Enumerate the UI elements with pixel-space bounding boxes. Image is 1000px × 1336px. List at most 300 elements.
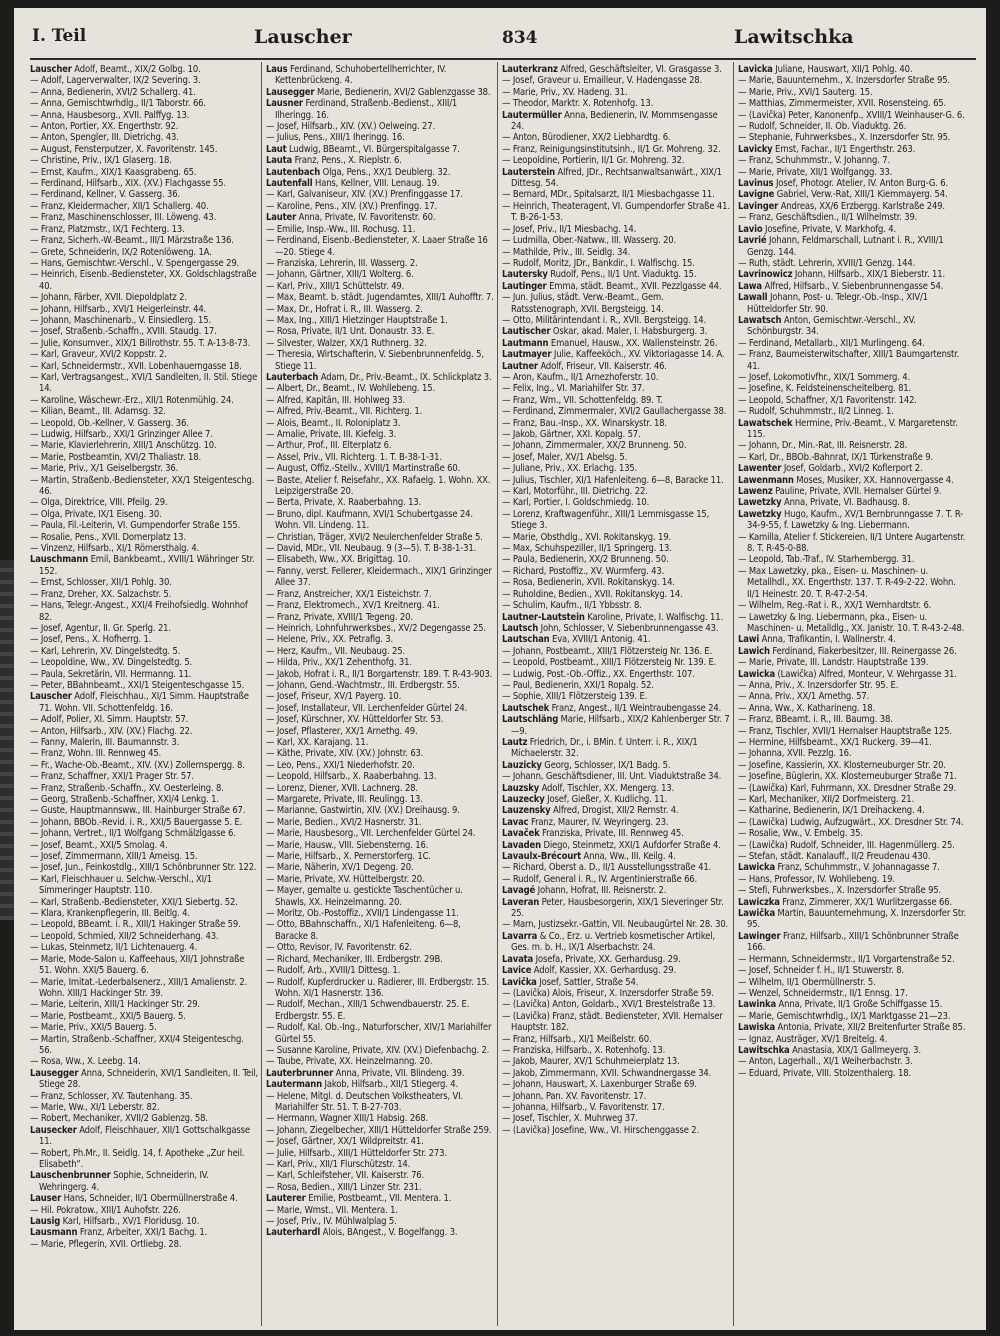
directory-entry: Lawatschek Hermine, Priv.-Beamt., V. Margaretenstr. 115.	[738, 417, 958, 440]
directory-entry: Lautschek Franz, Angest., II/1 Weintraubengasse 24.	[502, 702, 722, 714]
directory-entry: — Bernard, MDr., Spitalsarzt, II/1 Miesbachgasse 11.	[502, 189, 715, 201]
directory-entry: — Josefine, Kassierin, XX. Klosterneuburger Str. 20.	[738, 759, 946, 771]
directory-entry: — Johann, Zimmermaler, XX/2 Brunneng. 50.	[502, 440, 687, 452]
directory-entry: — Rudolf, Moritz, JDr., Bankdir., I. Walfischg. 15.	[502, 257, 695, 269]
directory-entry: — Amalie, Private, III. Kiefelg. 3.	[266, 429, 397, 440]
directory-entry: — Katharine, Bedienerin, IX/1 Dreihackeng. 4.	[738, 805, 925, 817]
directory-entry: Lawich Ferdinand, Fiakerbesitzer, III. Reinergasse 26.	[738, 645, 957, 657]
directory-entry: — Wilhelm, Reg.-Rat i. R., XX/1 Wernhardtstr. 6.	[738, 600, 932, 612]
directory-entry: — Moritz, Ob.-Postoffiz., XVII/1 Lindengasse 11.	[266, 908, 459, 920]
directory-entry: — Grete, Schneiderin, IX/2 Rotenlöweng. 1A.	[30, 246, 212, 258]
first-headword: Lauscher	[254, 26, 352, 48]
directory-entry: — Franz, Wm., VII. Schottenfeldg. 89. T.	[502, 394, 663, 406]
directory-entry: — Jakob, Hofrat i. R., II/1 Borgartenstr. 189. T. R-43-903.	[266, 668, 493, 680]
directory-entry: — Johann, Pan. XV. Favoritenstr. 17.	[502, 1090, 647, 1102]
directory-entry: Lavrinowicz Johann, Hilfsarb., XIX/1 Bieberstr. 11.	[738, 269, 945, 281]
directory-entry: — Ruholdine, Bedien., XVII. Rokitanskyg. 14.	[502, 588, 683, 600]
directory-entry: Lausegger Marie, Bedienerin, XVI/2 Gablenzgasse 38.	[266, 86, 491, 98]
directory-entry: — Josef, Zimmermann, XIII/1 Ameisg. 15.	[30, 851, 198, 863]
directory-entry: — Marie, Klavierlehrerin, XIII/1 Anschützg. 10.	[30, 440, 217, 452]
directory-entry: — (Lavička) Anton, Goldarb., XVI/1 Brestelstraße 13.	[502, 999, 716, 1011]
directory-entry: — Hil. Pokratow., XIII/1 Auhofstr. 226.	[30, 1204, 181, 1216]
directory-entry: — Lorenz, Kraftwagenführ., XIII/1 Lemmisgasse 15, Stiege 3.	[502, 508, 710, 532]
column-divider	[733, 62, 734, 1326]
directory-entry: Lausegger Anna, Schneiderin, XVI/1 Sandleiten, II. Teil, Stiege 28.	[30, 1067, 258, 1091]
directory-entry: — Paula, Sekretärin, VII. Hermanng. 11.	[30, 668, 192, 680]
directory-entry: — Franz, BBeamt. i. R., III. Baumg. 38.	[738, 714, 893, 726]
directory-entry: — Alfred, Kapitän, III. Hohlweg 33.	[266, 394, 406, 406]
directory-entry: — Johann, Hauswart, X. Laxenburger Straße 69.	[502, 1079, 697, 1091]
column-1	[30, 64, 258, 1326]
directory-entry: — Johann, Hilfsarb., XVI/1 Heigerleinstr. 44.	[30, 303, 207, 315]
directory-entry: — Heinrich, Theateragent, VI. Gumpendorfer Straße 41. T. B-26-1-53.	[502, 200, 730, 224]
directory-entry: — Käthe, Private, XIV. (XV.) Johnstr. 63.	[266, 748, 424, 760]
directory-entry: — Marie, Ww., XI/1 Leberstr. 82.	[30, 1101, 160, 1113]
directory-entry: — Franz, Tischler, XVII/1 Hernalser Hauptstraße 125.	[738, 725, 952, 737]
directory-entry: — Helene, Priv., XX. Petraflg. 3.	[266, 634, 394, 646]
directory-entry: Lavinger Andreas, XX/6 Erzbergg. Karlstraße 249.	[738, 200, 945, 212]
directory-entry: — Alois, Beamt., II. Roloniplatz 3.	[266, 417, 401, 429]
directory-entry: Lawicka (Lawička) Alfred, Monteur, V. Wehrgasse 31.	[738, 668, 957, 680]
directory-entry: Lautmann Emanuel, Hausw., XX. Wallensteinstr. 26.	[502, 337, 718, 349]
directory-entry: — (Lavička) Peter, Kanonenfp., XVIII/1 Weinhauser-G. 6.	[738, 109, 965, 121]
directory-entry: Lautschläng Marie, Hilfsarb., XIX/2 Kahlenberger Str. 7—9.	[502, 714, 730, 737]
directory-entry: — Wenzel, Schneidermstr., II/1 Ennsg. 17.	[738, 987, 908, 999]
directory-entry: — Rosalie, Ww., V. Embelg. 35.	[738, 828, 863, 840]
directory-entry: Lavagé Johann, Hofrat, III. Reisnerstr. 2.	[502, 885, 667, 897]
directory-entry: — Richard, Mechaniker, III. Erdbergstr. 29B.	[266, 953, 443, 965]
directory-entry: — Silvester, Walzer, XX/1 Ruthnerg. 32.	[266, 337, 427, 349]
directory-entry: — Franz, Schuhmmstr., V. Johanng. 7.	[738, 155, 890, 167]
directory-entry: — August, Fensterputzer, X. Favoritenstr. 145.	[30, 143, 218, 155]
directory-entry: — Max, Dr., Hofrat i. R., III. Wasserg. 2.	[266, 303, 423, 315]
directory-entry: — Anna, Hausbesorg., XVII. Palffyg. 13.	[30, 109, 190, 121]
directory-entry: — Stephanie, Fuhrwerksbes., X. Inzersdorfer Str. 95.	[738, 132, 951, 144]
directory-entry: — Hilda, Priv., XX/1 Zehenthofg. 31.	[266, 657, 412, 669]
directory-entry: Laveran Peter, Hausbesorgerin, XIX/1 Sieveringer Str. 25.	[502, 896, 724, 920]
column-divider	[261, 62, 262, 1326]
directory-entry: — Julie, Hilfsarb., XIII/1 Hütteldorfer Str. 273.	[266, 1147, 447, 1159]
directory-entry: — Karl, Galvaniseur, XIV. (XV.) Prenfinggasse 17.	[266, 189, 463, 201]
directory-entry: — Martin, Straßenb.-Bediensteter, XX/1 Steigenteschg. 46.	[30, 474, 255, 498]
directory-entry: Lawi Anna, Trafikantin, I. Wallnerstr. 4.	[738, 634, 896, 646]
directory-entry: — Theodor, Marktr. X. Rotenhofg. 13.	[502, 98, 654, 110]
directory-entry: — Leopold, Schmied, XII/2 Schneiderhang. 43.	[30, 930, 219, 942]
directory-entry: — Rudolf, Schuhmmstr., II/2 Linneg. 1.	[738, 406, 894, 418]
directory-entry: — Fr., Wache-Ob.-Beamt., XIV. (XV.) Zollernspergg. 8.	[30, 759, 245, 771]
directory-entry: — Berta, Private, X. Raaberbahng. 13.	[266, 497, 422, 509]
directory-entry: — Anton, Hilfsarb., XIV. (XV.) Flachg. 22.	[30, 725, 193, 737]
directory-entry: Lawicka Franz, Schuhmmstr., V. Johannagasse 7.	[738, 862, 940, 874]
directory-entry: Lawall Johann, Post- u. Telegr.-Ob.-Insp., XIV/1 Hütteldorfer Str. 90.	[738, 292, 928, 315]
directory-entry: — (Lawička) Ludwig, Aufzugwärt., XX. Dresdner Str. 74.	[738, 816, 964, 828]
directory-entry: — Mayer, gemalte u. gestickte Taschentücher u. Shawls, XX. Heinzelmanng. 20.	[266, 885, 463, 908]
directory-entry: Lauter Anna, Private, IV. Favoritenstr. 60.	[266, 212, 436, 224]
directory-entry: — Marie, Leiterin, XIII/1 Hackinger Str. 29.	[30, 999, 200, 1011]
directory-entry: — Arthur, Prof., III. Elterplatz 6.	[266, 440, 392, 452]
directory-entry: — Josef, Straßenb.-Schaffn., XVIII. Staudg. 17.	[30, 326, 217, 338]
directory-entry: — Franziska, Lehrerin, III. Wasserg. 2.	[266, 257, 418, 269]
directory-entry: — Karl, Schneidermstr., XVII. Lobenhauerngasse 18.	[30, 360, 242, 372]
directory-entry: — Franz, Baumeisterwitschafter, XIII/1 Baumgartenstr. 41.	[738, 349, 960, 372]
directory-entry: Lautmayer Julie, Kaffeeköch., XV. Viktoriagasse 14. A.	[502, 349, 725, 361]
directory-entry: — Olga, Private, IX/1 Eiseng. 30.	[30, 508, 162, 520]
directory-entry: — Karl, Priv., XII/1 Flurschützstr. 14.	[266, 1159, 411, 1170]
directory-entry: — Josef, Priv., IV. Mühlwalplag 5.	[266, 1216, 397, 1228]
directory-entry: — Ferdinand, Kellner, V. Gasserg. 36.	[30, 189, 180, 201]
directory-entry: — Klara, Krankenpflegerin, III. Beitlg. 4.	[30, 908, 190, 920]
directory-entry: — Hans, Professor, IV. Wohllebeng. 19.	[738, 873, 895, 885]
header-rule	[30, 58, 976, 60]
directory-entry: — Robert, Ph.Mr., II. Seidlg. 14, f. Apotheke „Zur heil. Elisabeth“.	[30, 1147, 245, 1170]
directory-entry: Lautz Friedrich, Dr., i. BMin. f. Unterr. i. R., XIX/1 Michaelerstr. 32.	[502, 736, 698, 760]
directory-entry: — Josef, Pens., X. Hofherrg. 1.	[30, 634, 152, 646]
directory-entry: — Marie, Priv., XXI/5 Bauerg. 5.	[30, 1022, 157, 1034]
directory-entry: — Rosa, Bedienerin, XVII. Rokitanskyg. 14.	[502, 577, 675, 589]
directory-entry: — Elisabeth, Ww., XX. Brigittag. 10.	[266, 554, 411, 566]
directory-entry: Lauterer Emilie, Postbeamt., VII. Mentera. 1.	[266, 1193, 452, 1205]
directory-entry: — Marie, Postbeamtin, XVI/2 Thaliastr. 18.	[30, 451, 202, 463]
directory-entry: Lauser Hans, Schneider, II/1 Obermüllnerstraße 4.	[30, 1193, 238, 1205]
directory-entry: — Rosa, Ww., X. Leebg. 14.	[30, 1056, 141, 1068]
directory-entry: Lavigne Gabriel, Verw.-Rat, XIII/1 Kiemmayerg. 54.	[738, 189, 948, 201]
directory-entry: Lavice Adolf, Kassier, XX. Gerhardusg. 29.	[502, 965, 676, 977]
directory-entry: Lauzsky Adolf, Tischler, XX. Mengerg. 13.	[502, 782, 675, 794]
directory-entry: — Marie, Private, XII/1 Wolfgangg. 33.	[738, 166, 893, 178]
directory-entry: — Johann, Gärtner, XIII/1 Wolterg. 6.	[266, 269, 414, 281]
directory-entry: Lautner Adolf, Friseur, VII. Kaiserstr. 46.	[502, 360, 667, 372]
directory-entry: — Karoline, Pens., XIV. (XV.) Prenfingg. 17.	[266, 200, 438, 212]
directory-entry: — Stefan, städt. Kanalauff., II/2 Freudenau 430.	[738, 851, 931, 863]
directory-entry: — Josef, Pflasterer, XX/1 Arnethg. 49.	[266, 725, 418, 737]
directory-entry: — Josef, Friseur, XV/1 Payerg. 10.	[266, 691, 402, 703]
directory-entry: — Karl, Portier, I. Goldschmiedg. 10.	[502, 497, 650, 509]
directory-entry: — Karl, Schleifsteher, VII. Kaiserstr. 76.	[266, 1170, 425, 1182]
directory-entry: — Franz, Straßenb.-Schaffn., XV. Oesterleing. 8.	[30, 782, 224, 794]
directory-entry: Lawetzky Anna, Private, VI. Badhausg. 8.	[738, 497, 910, 509]
directory-entry: — Max Lawetzky, pka., Eisen- u. Maschinen- u. Metallhdl., XX. Engerthstr. 137. T. R-49-2-22. Wohn. II/1 Heinestr. 20. T. R-47-2-54.	[738, 565, 956, 600]
directory-entry: — Paula, Bedienerin, XX/2 Brunneng. 50.	[502, 554, 669, 566]
directory-entry: Lautermüller Anna, Bedienerin, IV. Mommsengasse 24.	[502, 109, 718, 133]
directory-entry: — Franz, Schlosser, XV. Tautenhang. 35.	[30, 1090, 193, 1102]
directory-entry: — Baste, Atelier f. Reisefahr., XX. Rafaelg. 1. Wohn. XX. Leipzigerstraße 20.	[266, 474, 491, 498]
directory-entry: — (Lawička) Karl, Fuhrmann, XX. Dresdner Straße 29.	[738, 782, 956, 794]
directory-entry: Laut Ludwig, BBeamt., VI. Bürgerspitalgasse 7.	[266, 143, 460, 155]
directory-entry: — Hermine, Hilfsbeamt., XX/1 Ruckerg. 39—41.	[738, 736, 932, 748]
directory-entry: Lavaček Franziska, Private, III. Rennweg 45.	[502, 828, 684, 840]
directory-entry: — Franz, Dreher, XX. Salzachstr. 5.	[30, 588, 172, 600]
directory-entry: Lauschmann Emil, Bankbeamt., XVIII/1 Währinger Str. 152.	[30, 554, 255, 577]
directory-entry: — Lukas, Steinmetz, II/1 Lichtenauerg. 4.	[30, 942, 198, 954]
directory-entry: — Julius, Pens., XIII/1 Iheringg. 16.	[266, 132, 405, 144]
directory-entry: Lautsch John, Schlosser, V. Siebenbrunnengasse 43.	[502, 622, 719, 634]
directory-entry: — Martin, Straßenb.-Schaffner, XXI/4 Steigenteschg. 56.	[30, 1033, 244, 1056]
directory-entry: — Alfred, Priv.-Beamt., VII. Richterg. 1.	[266, 406, 423, 418]
directory-entry: Lawenter Josef, Goldarb., XVI/2 Koflerport 2.	[738, 463, 923, 475]
page-number: 834	[502, 28, 538, 48]
directory-entry: — Rosa, Bedien., XIII/1 Linzer Str. 231.	[266, 1181, 422, 1193]
directory-entry: — Richard, Postoffiz., XV. Wurmferg. 43.	[502, 565, 665, 577]
directory-entry: — Anton, Portier, XX. Engerthstr. 92.	[30, 121, 179, 133]
directory-entry: — Franz, Elektromech., XV/1 Kreitnerg. 41.	[266, 600, 440, 612]
directory-entry: — Karl, Fleischhauer u. Selchw.-Verschl., XI/1 Simmeringer Hauptstr. 110.	[30, 873, 212, 897]
directory-entry: — Marn, Justizsekr.-Gattin, VII. Neubaugürtel Nr. 28. 30.	[502, 919, 729, 931]
directory-entry: — Leopold, Postbeamt., XIII/1 Flötzersteig Nr. 139. E.	[502, 657, 717, 669]
directory-entry: — Rudolf, Kupferdrucker u. Radierer, III. Erdbergstr. 15. Wohn. XI/1 Hasnerstr. 136.	[266, 976, 490, 999]
directory-entry: Lawetzky Hugo, Kaufm., XV/1 Bernbrunngasse 7. T. R-34-9-55, f. Lawetzky & Ing. Liebermann.	[738, 508, 964, 532]
directory-entry: Lauschenbrunner Sophie, Schneiderin, IV. Wehringerg. 4.	[30, 1170, 209, 1193]
directory-entry: Lawiczka Franz, Zimmerer, XX/1 Wurlitzergasse 66.	[738, 896, 952, 908]
directory-entry: Lauscher Adolf, Beamt., XIX/2 Golbg. 10.	[30, 64, 201, 75]
directory-entry: — Franziska, Hilfsarb., X. Rotenhofg. 13.	[502, 1044, 666, 1056]
directory-entry: — Karl, XX. Karajang. 11.	[266, 736, 369, 748]
directory-entry: Lausig Karl, Hilfsarb., XV/1 Floridusg. 10.	[30, 1216, 200, 1228]
directory-entry: — Rudolf, General i. R., IV. Argentinierstraße 66.	[502, 873, 698, 885]
directory-entry: — Leopold, BBeamt. i. R., XIII/1 Hakinger Straße 59.	[30, 919, 241, 931]
directory-entry: — Marie, Hausbesorg., VII. Lerchenfelder Gürtel 24.	[266, 828, 476, 840]
directory-entry: — Rudolf, Mechan., XIII/1 Schwendbauerstr. 25. E. Erdbergstr. 55. E.	[266, 999, 470, 1022]
directory-entry: — Marie, Bedien., XVI/2 Hasnerstr. 31.	[266, 816, 422, 828]
directory-entry: — Wilhelm, II/1 Obermüllnerstr. 5.	[738, 976, 876, 988]
directory-entry: — Lawetzky & Ing. Liebermann, pka., Eisen- u. Maschinen- u. Metalldlg., XX. Janistr. 10. T. R-43-2-48.	[738, 611, 965, 634]
directory-entry: Laus Ferdinand, Schuhobertellherrichter, IV. Kettenbrückeng. 4.	[266, 64, 447, 87]
directory-entry: — Franz, Kleidermacher, XII/1 Schallerg. 40.	[30, 200, 209, 212]
directory-entry: — Johann, Postbeamt., XIII/1 Flötzersteig Nr. 136. E.	[502, 645, 713, 657]
directory-entry: — Robert, Mechaniker, XVII/2 Gablenzg. 58.	[30, 1113, 208, 1125]
directory-entry: — Johann, Maschinenarb., V. Einsiedlerg. 15.	[30, 314, 211, 326]
directory-entry: Lauzicky Georg, Schlosser, IX/1 Badg. 5.	[502, 759, 671, 771]
directory-entry: — Taube, Private, XX. Heinzelmanng. 20.	[266, 1056, 433, 1068]
directory-entry: — Franz, Sicherh.-W.-Beamt., III/1 Märzstraße 136.	[30, 235, 234, 247]
directory-entry: — Leopold, Tab.-Traf., IV. Starhembergg. 31.	[738, 554, 915, 566]
directory-entry: — (Lavička) Franz, städt. Bediensteter, XVII. Hernalser Hauptstr. 182.	[502, 1010, 723, 1034]
directory-entry: — Karl, Mechaniker, XII/2 Dorfmeisterg. 21.	[738, 794, 915, 805]
directory-entry: — Josef, Graveur u. Emailleur, V. Hadengasse 28.	[502, 75, 703, 87]
directory-entry: — Schulim, Kaufm., II/1 Ybbsstr. 8.	[502, 600, 642, 612]
directory-entry: — Franz, Platzmstr., IX/1 Fechterg. 13.	[30, 223, 185, 235]
directory-entry: Lavicky Ernst, Fachar., II/1 Engerthstr. 263.	[738, 143, 916, 155]
directory-entry: — Assel, Priv., VII. Richterg. 1. T. B-38-1-31.	[266, 451, 442, 463]
directory-entry: — Marie, Bauunternehm., X. Inzersdorfer Straße 95.	[738, 75, 950, 87]
directory-entry: — Adolf, Polier, XI. Simm. Hauptstr. 57.	[30, 714, 189, 726]
directory-entry: — Josef, Maler, XV/1 Abelsg. 5.	[502, 451, 628, 463]
directory-entry: — Leopoldine, Portierin, II/1 Gr. Mohreng. 32.	[502, 155, 685, 167]
directory-entry: — Ferdinand, Zimmermaler, XVI/2 Gaullachergasse 38.	[502, 406, 727, 418]
directory-entry: — Leopoldine, Ww., XV. Dingelstedtg. 5.	[30, 657, 193, 669]
directory-entry: Lautinger Emma, städt. Beamt., XVII. Pezzlgasse 44.	[502, 280, 722, 292]
directory-entry: — Christine, Priv., IX/1 Glaserg. 18.	[30, 155, 172, 167]
directory-entry: — Guste, Hauptmannsww., III. Hainburger Straße 67.	[30, 805, 246, 817]
directory-entry: Lawatsch Anton, Gemischtwr.-Verschl., XV. Schönburgstr. 34.	[738, 314, 916, 338]
directory-entry: — Ludwig, Post.-Ob.-Offiz., XX. Engerthstr. 107.	[502, 668, 695, 680]
directory-entry: — Juliane, Priv., XX. Erlachg. 135.	[502, 463, 638, 475]
directory-entry: Lautenfall Hans, Kellner, VIII. Lenaug. 19.	[266, 178, 440, 190]
directory-entry: — Julie, Konsumver., XIX/1 Billrothstr. 55. T. A-13-8-73.	[30, 337, 251, 349]
directory-entry: — Franz, Reinigungsinstitutsinh., II/1 Gr. Mohreng. 32.	[502, 143, 721, 155]
directory-entry: — Kamilla, Atelier f. Stickereien, II/1 Untere Augartenstr. 8. T. R-45-0-88.	[738, 531, 966, 555]
directory-entry: Lawička Martin, Bauunternehmung, X. Inzersdorfer Str. 95.	[738, 908, 966, 931]
part-label: I. Teil	[32, 26, 87, 46]
directory-entry: — Jakob, Zimmermann, XVII. Schwandnergasse 34.	[502, 1067, 712, 1079]
directory-entry: — Josefine, Büglerin, XX. Klosterneuburger Straße 71.	[738, 771, 957, 783]
directory-entry: — Marie, Imitat.-Lederbalsenerz., XIII/1 Amalienstr. 2. Wohn. XIII/1 Hackinger Str. 39.	[30, 976, 248, 999]
directory-entry: Lautermann Jakob, Hilfsarb., XII/1 Stiegerg. 4.	[266, 1079, 459, 1091]
directory-entry: Lawinka Anna, Private, II/1 Große Schiffgasse 15.	[738, 999, 943, 1011]
directory-entry: — Ferdinand, Hilfsarb., XIX. (XV.) Flachgasse 55.	[30, 178, 226, 190]
directory-entry: — Leopold, Hilfsarb., X. Raaberbahng. 13.	[266, 771, 437, 783]
directory-entry: — Helene, Mitgl. d. Deutschen Volkstheaters, VI. Mariahilfer Str. 51. T. B-27-703.	[266, 1090, 463, 1113]
directory-entry: — Sophie, XIII/1 Flötzersteig 139. E.	[502, 691, 648, 703]
directory-entry: — Marie, Private, III. Landstr. Hauptstraße 139.	[738, 657, 929, 669]
directory-entry: — Karl, Motorführ., III. Dietrichg. 22.	[502, 486, 648, 498]
directory-entry: — Peter, BBahnbeamt., XXI/1 Steigenteschgasse 15.	[30, 679, 245, 691]
directory-entry: Lauzecky Josef, Gießer, X. Kudlichg. 11.	[502, 794, 668, 805]
directory-entry: Lautner-Lautstein Karoline, Private, I. Walfischg. 11.	[502, 611, 724, 623]
directory-entry: — Marie, Näherin, XV/1 Degeng. 20.	[266, 862, 414, 874]
directory-entry: — Karl, Graveur, XVI/2 Koppstr. 2.	[30, 349, 167, 361]
directory-entry: — Johann, Färber, XVII. Diepoldplatz 2.	[30, 292, 187, 304]
directory-entry: Lawa Alfred, Hilfsarb., V. Siebenbrunnengasse 54.	[738, 280, 944, 292]
directory-entry: — August, Offiz.-Stellv., XVIII/1 Martinstraße 60.	[266, 463, 461, 475]
directory-entry: — David, MDr., VII. Neubaug. 9 (3—5). T. B-38-1-31.	[266, 543, 477, 555]
directory-entry: — Marie, Private, XV. Hüttelbergstr. 20.	[266, 873, 425, 885]
directory-entry: — Hans, Gemischtwr.-Verschl., V. Spengergasse 29.	[30, 257, 240, 269]
directory-entry: — Johann, BBOb.-Revid. i. R., XXI/5 Bauergasse 5. E.	[30, 816, 243, 828]
directory-entry: — Max, Ing., XIII/1 Hietzinger Hauptstraße 1.	[266, 314, 448, 326]
directory-entry: — Aron, Kaufm., II/1 Arnezhoferstr. 10.	[502, 371, 659, 383]
directory-entry: — Marie, Priv., XV. Hadeng. 31.	[502, 86, 628, 98]
directory-entry: — Olga, Direktrice, VIII. Pfeilg. 29.	[30, 497, 168, 509]
directory-entry: — Anna, Gemischtwrhdlg., II/1 Taborstr. 66.	[30, 98, 206, 110]
directory-entry: — Franz, Geschäftsdien., II/1 Wilhelmstr. 39.	[738, 212, 918, 224]
directory-entry: — Hermann, Schneidermstr., II/1 Vorgartenstraße 52.	[738, 953, 955, 965]
directory-entry: — Anna, Priv., XX/1 Arnethg. 57.	[738, 691, 870, 703]
directory-entry: — Marie, Hilfsarb., X. Pernerstorferg. 1C.	[266, 851, 431, 863]
directory-entry: Lawinger Franz, Hilfsarb., XIII/1 Schönbrunner Straße 166.	[738, 930, 959, 954]
directory-entry: Lawitschka Anastasia, XIX/1 Gallmeyerg. 3.	[738, 1044, 921, 1056]
directory-entry: — Jakob, Maurer, XV/1 Schuhmeierplatz 13.	[502, 1056, 680, 1068]
directory-entry: — Johanna, Hilfsarb., V. Favoritenstr. 17.	[502, 1101, 665, 1113]
directory-entry: — Josef, Kürschner, XV. Hütteldorfer Str. 53.	[266, 714, 444, 726]
directory-entry: — Rudolf, Kal. Ob.-Ing., Naturforscher, XIV/1 Mariahilfer Gürtel 55.	[266, 1022, 492, 1045]
directory-entry: — Franz, Anstreicher, XX/1 Eisteichstr. 7.	[266, 588, 432, 600]
directory-entry: Lautischer Oskar, akad. Maler, I. Habsburgerg. 3.	[502, 326, 708, 338]
directory-entry: — Marie, Priv., X/1 Geiselbergstr. 36.	[30, 463, 179, 475]
last-headword: Lawitschka	[734, 26, 854, 48]
directory-entry: — Ludwig, Hilfsarb., XXI/1 Grinzinger Allee 7.	[30, 429, 213, 440]
directory-entry: — Hermann, Wagner XIII/1 Habsig. 268.	[266, 1113, 428, 1125]
directory-entry: — Marie, Hausw., VIII. Siebensterng. 16.	[266, 839, 429, 851]
directory-entry: — Josef, Priv., II/1 Miesbachg. 14.	[502, 223, 637, 235]
directory-entry: — Johanna, XVII. Pezzlg. 16.	[738, 748, 852, 760]
directory-entry: — Emilie, Insp.-Ww., III. Rochusg. 11.	[266, 223, 416, 235]
directory-entry: — Susanne Karoline, Private, XIV. (XV.) Diefenbachg. 2.	[266, 1044, 490, 1056]
directory-entry: — Josef, Hilfsarb., XIV. (XV.) Oelweing. 27.	[266, 121, 436, 133]
directory-entry: Lautschan Eva, XVIII/1 Antonig. 41.	[502, 634, 651, 646]
directory-entry: — Ruth, städt. Lehrerin, XVIII/1 Genzg. 144.	[738, 257, 916, 269]
directory-entry: Lautenbach Olga, Pens., XX/1 Deublerg. 32.	[266, 166, 451, 178]
directory-entry: Lavaulx-Brécourt Anna, Ww., III. Keilg. 4.	[502, 851, 676, 863]
directory-entry: — Albert, Dr., Beamt., IV. Wohllebeng. 15.	[266, 383, 436, 395]
directory-entry: — Jakob, Gärtner, XXI. Kopalg. 57.	[502, 429, 641, 440]
directory-entry: — Josef, Jun., Feinkostdlg., XIII/1 Schönbrunner Str. 122.	[30, 862, 257, 874]
directory-entry: — Leopold, Schaffner, X/1 Favoritenstr. 142.	[738, 394, 917, 406]
directory-entry: — Franz, Bau.-Insp., XX. Winarskystr. 18.	[502, 417, 667, 429]
directory-entry: — Rosalie, Pens., XVII. Dornerplatz 13.	[30, 531, 186, 543]
directory-entry: — Lorenz, Diener, XVII. Lachnerg. 28.	[266, 782, 418, 794]
directory-entry: — Felix, Ing., VI. Mariahilfer Str. 37.	[502, 383, 645, 395]
directory-entry: — Leo, Pens., XXI/1 Niederhofstr. 20.	[266, 759, 415, 771]
directory-entry: — Josef, Lokomotivfhr., XIX/1 Sommerg. 4.	[738, 371, 911, 383]
directory-entry: — Marianne, Gastwirtin, XIV. (XV.) Dreihausg. 9.	[266, 805, 460, 817]
directory-entry: — Rudolf, Arb., XVIII/1 Dittesg. 1.	[266, 965, 401, 977]
directory-entry: Lavac Franz, Maurer, IV. Weyringerg. 23.	[502, 816, 669, 828]
directory-entry: Lauscher Adolf, Fleischhau., XI/1 Simm. Hauptstraße 71. Wohn. VII. Schottenfeldg. 16.	[30, 691, 249, 714]
directory-entry: — Josef, Schneider f. H., II/1 Stuwerstr. 8.	[738, 965, 904, 977]
directory-entry: — (Lavička) Alois, Friseur, X. Inzersdorfer Straße 59.	[502, 987, 714, 999]
directory-entry: — Anton, Lagerhall., XI/1 Weiherbachstr. 3.	[738, 1056, 913, 1068]
directory-entry: — Stefi, Fuhrwerksbes., X. Inzersdorfer Straße 95.	[738, 885, 942, 897]
directory-entry: — Kilian, Beamt., III. Adamsg. 32.	[30, 406, 166, 418]
directory-entry: — Anna, Bedienerin, XVI/2 Schallerg. 41.	[30, 86, 196, 98]
directory-entry: — Josef, Tischler, X. Muhrweg 37.	[502, 1113, 638, 1125]
directory-entry: Lausmann Franz, Arbeiter, XXI/1 Bachg. 1.	[30, 1227, 208, 1239]
directory-entry: — Karl, Priv., XIII/1 Schüttelstr. 49.	[266, 280, 405, 292]
directory-entry: — Ignaz, Austräger, XV/1 Breitelg. 4.	[738, 1033, 888, 1045]
directory-entry: — Ernst, Kaufm., XIX/1 Kaasgrabeng. 65.	[30, 166, 197, 178]
directory-entry: Lawenz Pauline, Private, XVII. Hernalser Gürtel 9.	[738, 486, 942, 498]
directory-entry: — Marie, Postbeamt., XXI/5 Bauerg. 5.	[30, 1010, 186, 1022]
directory-entry: Lautersky Rudolf, Pens., II/1 Unt. Viaduktg. 15.	[502, 269, 697, 281]
directory-entry: Lauterkranz Alfred, Geschäftsleiter, VI. Grasgasse 3.	[502, 64, 722, 75]
directory-entry: — Adolf, Lagerverwalter, IX/2 Severing. 3.	[30, 75, 201, 87]
directory-entry: — Anna, Priv., X. Inzersdorfer Str. 95. E.	[738, 679, 899, 691]
directory-entry: — Marie, Gemischtwrhdlg., IX/1 Marktgasse 21—23.	[738, 1010, 951, 1022]
directory-entry: Lauterhardl Alois, BAngest., V. Bogelfangg. 3.	[266, 1227, 458, 1239]
directory-entry: — Karl, Lehrerin, XV. Dingelstedtg. 5.	[30, 645, 181, 657]
directory-entry: Lawiska Antonia, Private, XII/2 Breitenfurter Straße 85.	[738, 1022, 966, 1034]
binding-edge	[0, 560, 14, 920]
directory-entry: — Paula, Fil.-Leiterin, VI. Gumpendorfer Straße 155.	[30, 520, 241, 532]
directory-entry: — Karl, Dr., BBOb.-Bahnrat, IX/1 Türkenstraße 9.	[738, 451, 933, 463]
directory-entry: — Fanny, Malerin, III. Baumannstr. 3.	[30, 736, 180, 748]
directory-entry: — Marie, Priv., XVI/1 Sauterg. 15.	[738, 86, 873, 98]
directory-entry: — Bruno, dipl. Kaufmann, XVI/1 Schubertgasse 24. Wohn. VII. Lindeng. 11.	[266, 508, 473, 532]
directory-entry: Lavička Josef, Sattler, Straße 54.	[502, 976, 639, 988]
directory-entry: — Ferdinand, Eisenb.-Bediensteter, X. Laaer Straße 16—20. Stiege 4.	[266, 235, 488, 258]
directory-entry: Lausecker Adolf, Fleischhauer, XII/1 Gottschalkgasse 11.	[30, 1124, 250, 1148]
directory-entry: Lawenmann Moses, Musiker, XX. Hannovergasse 4.	[738, 474, 954, 486]
directory-entry: — Anton, Spengler, III. Dietrichg. 43.	[30, 132, 179, 144]
directory-page	[14, 8, 986, 1330]
directory-entry: — Heinrich, Eisenb.-Bediensteter, XX. Goldschlagstraße 40.	[30, 269, 257, 292]
directory-entry: — Vinzenz, Hilfsarb., XI/1 Römersthalg. 4.	[30, 543, 200, 555]
directory-entry: — Matthias, Zimmermeister, XVII. Rosensteing. 65.	[738, 98, 947, 110]
directory-entry: — Rudolf, Schneider, II. Ob. Viaduktg. 26.	[738, 121, 907, 133]
directory-entry: — Franz, Maschinenschlosser, III. Löweng. 43.	[30, 212, 217, 224]
directory-entry: — Johann, Gend.-Wachtmstr., III. Erdbergstr. 55.	[266, 679, 460, 691]
directory-entry: — Karl, Straßenb.-Bediensteter, XXI/1 Siebertg. 52.	[30, 896, 238, 908]
directory-entry: — Eduard, Private, VIII. Stolzenthalerg. 18.	[738, 1067, 911, 1079]
directory-entry: — (Lavička) Josefine, Ww., VI. Hirschenggasse 2.	[502, 1124, 700, 1136]
directory-entry: — Johann, Dr., Min.-Rat, III. Reisnerstr. 28.	[738, 440, 908, 452]
directory-entry: — Otto, Militärintendant i. R., XVII. Bergsteigg. 14.	[502, 314, 707, 326]
column-2	[266, 64, 494, 1326]
directory-entry: — Karoline, Wäschewr.-Erz., XII/1 Rotenmühlg. 24.	[30, 394, 234, 406]
directory-entry: — Josefine, K. Feldsteinenscheitelberg. 81.	[738, 383, 912, 395]
directory-entry: Lauterstein Alfred, JDr., Rechtsanwaltsanwärt., XIX/1 Dittesg. 54.	[502, 166, 722, 190]
directory-entry: — Johann, Geschäftsdiener, III. Unt. Viaduktstraße 34.	[502, 771, 722, 783]
